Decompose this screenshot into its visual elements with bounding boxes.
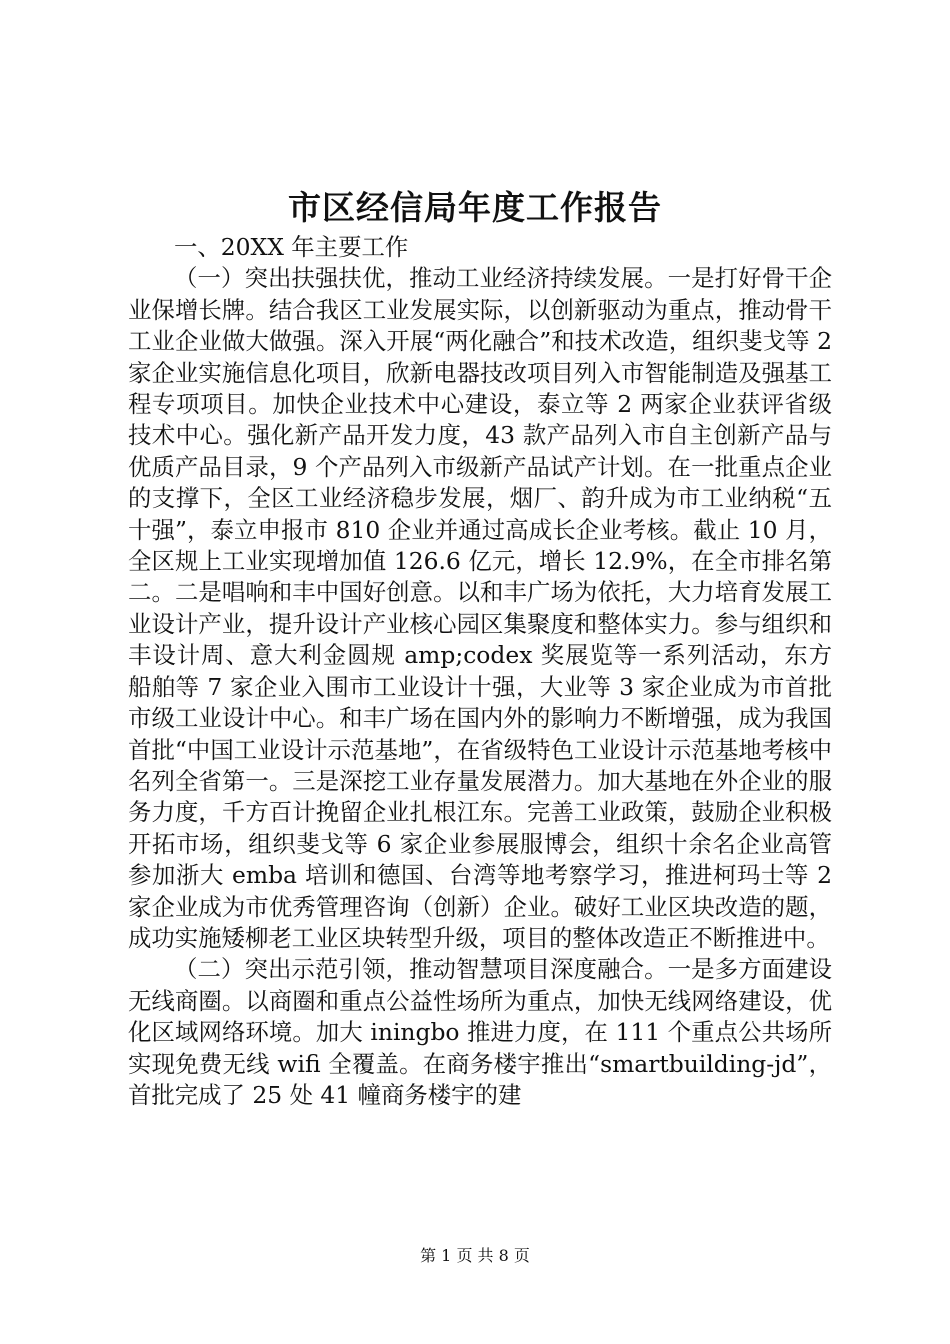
paragraph-1: （一）突出扶强扶优，推动工业经济持续发展。一是打好骨干企业保增长牌。结合我区工业发展实际，以创新驱动为重点，推动骨干工业企业做大做强。深入开展“两化融合”和技术改造，组织斐戈等 2 家企业实施信息化项目，欣新电器技改项目列入市智能制造及强基工程专项项目。加快企业技术中心建设，泰立等 2 两家企业获评省级技术中心。强化新产品开发力度，43 款产品列入市自主创新产品与优质产品目录，9 个产品列入市级新产品试产计划。在一批重点企业的支撑下，全区工业经济稳步发展，烟厂、韵升成为市工业纳税“五十强”，泰立申报市 810 企业并通过高成长企业考核。截止 10 月，全区规上工业实现增加值 126.6 亿元，增长 12.9%，在全市排名第二。二是唱响和丰中国好创意。以和丰广场为依托，大力培育发展工业设计产业，提升设计产业核心园区集聚度和整体实力。参与组织和丰设计周、意大利金圆规 amp;codex 奖展览等一系列活动，东方船舶等 7 家企业入围市工业设计十强，大业等 3 家企业成为市首批市级工业设计中心。和丰广场在国内外的影响力不断增强，成为我国首批“中国工业设计示范基地”，在省级特色工业设计示范基地考核中名列全省第一。三是深挖工业存量发展潜力。加大基地在外企业的服务力度，千方百计挽留企业扎根江东。完善工业政策，鼓励企业积极开拓市场，组织斐戈等 6 家企业参展服博会，组织十余名企业高管参加浙大 emba 培训和德国、台湾等地考察学习，推进柯玛士等 2 家企业成为市优秀管理咨询（创新）企业。破好工业区块改造的题，成功实施矮柳老工业区块转型升级，项目的整体改造正不断推进中。: [128, 264, 832, 952]
document-title: 市区经信局年度工作报告: [288, 188, 662, 227]
paragraph-2: （二）突出示范引领，推动智慧项目深度融合。一是多方面建设无线商圈。以商圈和重点公益性场所为重点，加快无线网络建设，优化区域网络环境。加大 iningbo 推进力度，在 111 个重点公共场所实现免费无线 wifi 全覆盖。在商务楼宇推出“smartbuilding-jd”，首批完成了 25 处 41 幢商务楼宇的建: [128, 955, 832, 1109]
page-footer: 第 1 页 共 8 页: [420, 1246, 530, 1265]
section-heading: 一、20XX 年主要工作: [174, 233, 409, 261]
document-body: [128, 232, 832, 1111]
